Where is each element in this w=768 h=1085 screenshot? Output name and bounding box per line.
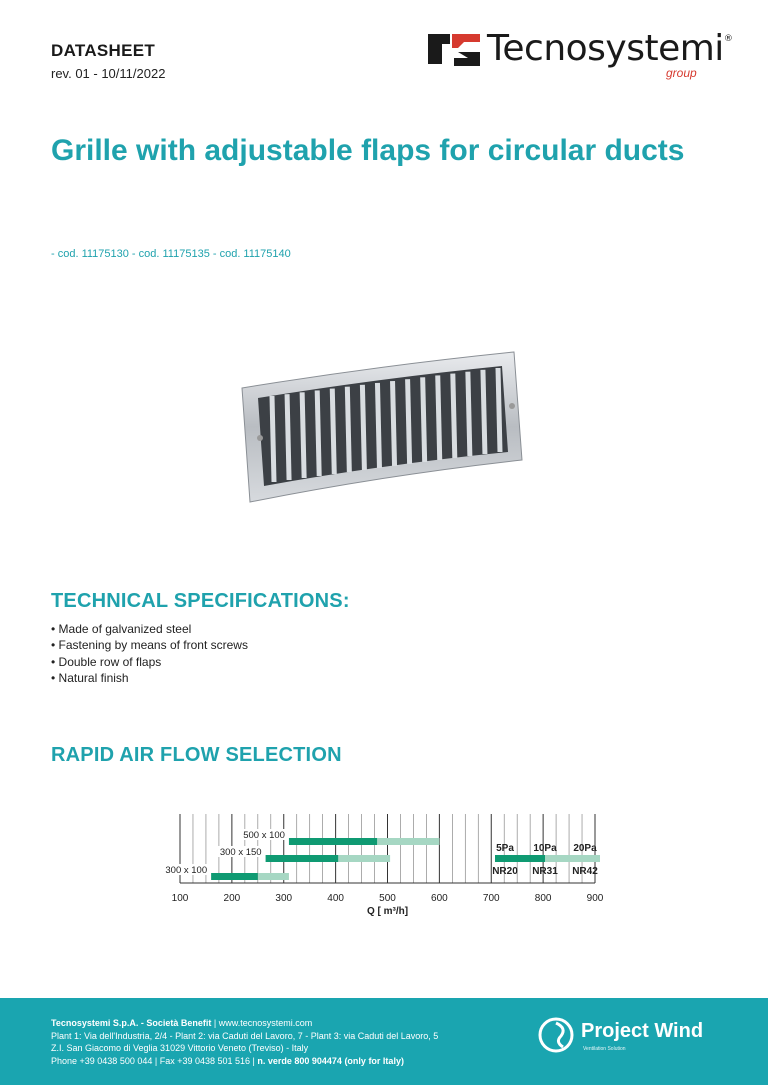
logo-group: group — [666, 66, 697, 80]
bar-dark — [211, 873, 258, 880]
revision: rev. 01 - 10/11/2022 — [51, 66, 166, 81]
fax: Fax +39 0438 501 516 — [159, 1055, 251, 1066]
doc-type: DATASHEET — [51, 41, 156, 60]
address: Z.I. San Giacomo di Veglia 31029 Vittorio Veneto (Treviso) - Italy — [51, 1043, 309, 1053]
bar-label: 300 x 100 — [165, 865, 208, 876]
project-wind-icon — [537, 1016, 575, 1054]
list-item: • Fastening by means of front screws — [51, 637, 248, 653]
x-tick-label: 600 — [431, 893, 448, 904]
x-tick-label: 500 — [379, 893, 396, 904]
bar-dark — [266, 855, 339, 862]
x-tick-label: 200 — [223, 893, 241, 904]
bar-light — [377, 838, 439, 845]
toll-free: n. verde 800 904474 (only for Italy) — [257, 1055, 404, 1066]
airflow-heading: RAPID AIR FLOW SELECTION — [51, 744, 342, 766]
page-title: Grille with adjustable flaps for circular ducts — [51, 134, 685, 167]
x-tick-label: 900 — [586, 893, 604, 904]
specs-list — [51, 621, 248, 686]
product-codes: - cod. 11175130 - cod. 11175135 - cod. 11175140 — [51, 248, 291, 260]
x-tick-label: 700 — [482, 893, 500, 904]
tecnosystemi-logo — [428, 26, 733, 86]
x-tick-label: 800 — [534, 893, 552, 904]
website: www.tecnosystemi.com — [218, 1018, 313, 1028]
product-image — [236, 340, 528, 510]
legend-pressure-label: 5Pa — [496, 843, 514, 854]
bar-label: 500 x 100 — [243, 830, 285, 841]
plants: Plant 1: Via dell'Industria, 2/4 - Plant 2: via Caduti del Lavoro, 7 - Plant 3: via Caduti del Lavoro, 5 — [51, 1030, 439, 1041]
project-wind-logo — [537, 1016, 727, 1062]
bar-light — [258, 873, 289, 880]
phone: Phone +39 0438 500 044 — [51, 1055, 153, 1066]
bar-dark — [289, 838, 377, 845]
airflow-chart — [160, 808, 610, 928]
legend-pressure-label: 10Pa — [533, 843, 557, 854]
legend-bar-light — [545, 855, 600, 862]
project-wind-name: Project Wind — [581, 1020, 704, 1042]
footer — [0, 998, 768, 1085]
tecnosystemi-logo-icon — [428, 32, 482, 68]
company-name: Tecnosystemi S.p.A. - Società Benefit — [51, 1018, 212, 1028]
list-item: • Natural finish — [51, 670, 248, 686]
legend-noise-label: NR42 — [572, 866, 598, 877]
bar-light — [338, 855, 390, 862]
legend-noise-label: NR20 — [492, 866, 518, 877]
x-tick-label: 100 — [171, 893, 189, 904]
logo-wordmark: Tecnosystemi® — [487, 28, 733, 69]
legend-bar-dark — [495, 855, 545, 862]
footer-contacts: Tecnosystemi S.p.A. - Società Benefit | www.tecnosystemi.com Plant 1: Via dell'Industria, 2/4 - Plant 2: via Caduti del Lavoro, 7 - Plant 3: via Caduti del Lavoro, 5 Z.I. San Giacomo di Veglia 31029 Vittorio Veneto (Treviso) - Italy Phone +39 0438 500 044 | Fax +39 0438 501 516 | n. verde 800 904474 (only for Italy) — [51, 1018, 439, 1066]
legend-noise-label: NR31 — [532, 866, 558, 877]
legend-pressure-label: 20Pa — [573, 843, 597, 854]
list-item: • Double row of flaps — [51, 654, 248, 670]
bar-label: 300 x 150 — [219, 847, 262, 858]
x-tick-label: 400 — [327, 893, 344, 904]
x-axis-title: Q [ m³/h] — [366, 906, 409, 917]
project-wind-sub: Ventilation Solution — [583, 1046, 626, 1052]
specs-heading: TECHNICAL SPECIFICATIONS: — [51, 590, 350, 612]
x-tick-label: 300 — [275, 893, 293, 904]
list-item: • Made of galvanized steel — [51, 621, 248, 637]
